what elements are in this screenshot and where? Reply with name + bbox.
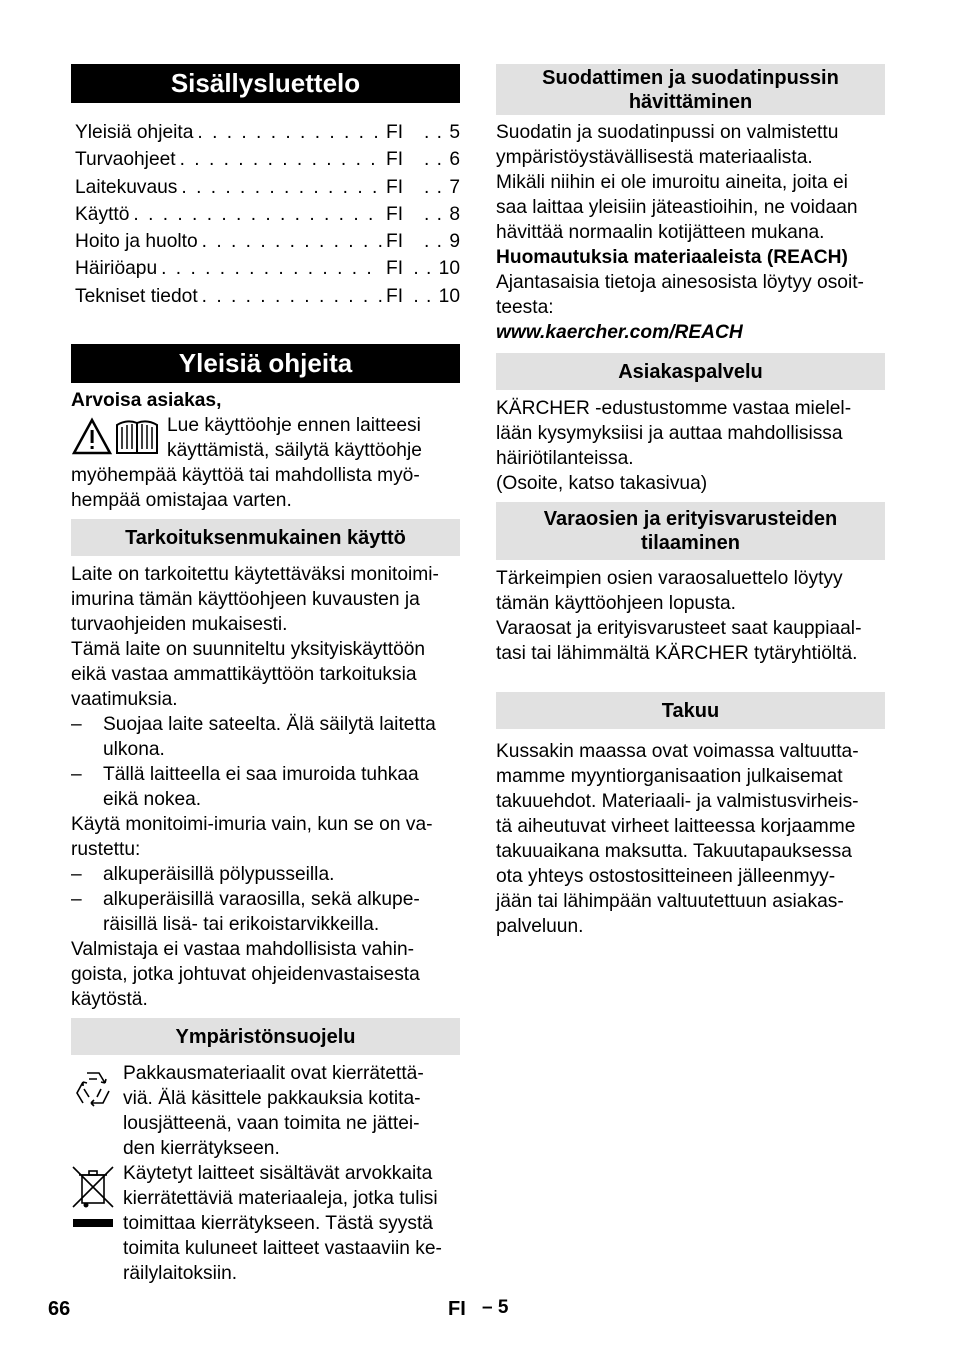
text-line: turvaohjeiden mukaisesti. (71, 614, 288, 636)
toc-lang: FI (386, 149, 404, 171)
list-item: – alkuperäisillä varaosilla, sekä alkupe- räisillä lisä- tai erikoistarvikkeilla. (71, 887, 460, 937)
text-line: mamme myyntiorganisaation julkaisemat (496, 766, 843, 787)
greeting: Arvoisa asiakas, (71, 390, 222, 412)
text-line: Mikäli niihin ei ole imuroitu aineita, joita ei (496, 172, 848, 193)
toc-row[interactable] (75, 201, 460, 228)
intended-use-heading: Tarkoituksenmukainen käyttö (71, 519, 460, 556)
open-book-icon (117, 421, 157, 453)
toc-lang: FI (386, 285, 404, 307)
text-line: toimita kuluneet laitteet vastaaviin ke- (123, 1238, 442, 1260)
text-line: teesta: (496, 297, 554, 318)
table-of-contents (75, 119, 460, 310)
parts-paragraph-2 (496, 616, 885, 666)
parts-heading: Varaosien ja erityisvarusteiden tilaaminen (496, 502, 885, 560)
toc-title: Yleisiä ohjeita (75, 122, 194, 143)
environment-paragraph-1 (123, 1061, 424, 1161)
footer-lang: FI (448, 1298, 466, 1320)
toc-page: . . 10 (410, 255, 460, 282)
text-line: goista, jotka johtuvat ohjeidenvastaisesta (71, 964, 420, 986)
list-item: – Suojaa laite sateelta. Älä säilytä laitetta ulkona. (71, 712, 460, 762)
text-line: vaatimuksia. (71, 689, 178, 711)
parts-paragraph-1 (496, 566, 885, 616)
general-heading: Yleisiä ohjeita (71, 344, 460, 383)
text-line: Käytä monitoimi-imuria vain, kun se on va- (71, 814, 433, 836)
text-line: eikä vastaa ammattikäyttöön tarkoituksia (71, 664, 417, 686)
text-line: takuuehdot. Materiaali- ja valmistusvirheis- (496, 791, 859, 812)
text-line: Varaosat ja erityisvarusteet saat kauppiaal- (496, 618, 862, 639)
toc-row[interactable] (75, 146, 460, 173)
toc-leader (197, 119, 382, 146)
toc-row[interactable] (75, 283, 460, 310)
footer-section-page: – 5 (482, 1297, 509, 1318)
intended-use-body (71, 562, 460, 1012)
disposal-body (496, 120, 885, 345)
toc-page: . . 9 (410, 228, 460, 255)
toc-lang: FI (386, 176, 404, 198)
disposal-paragraph (496, 120, 885, 245)
left-column (71, 64, 460, 1286)
toc-leader (133, 201, 382, 228)
text-line: tämän käyttöohjeen lopusta. (496, 593, 737, 614)
toc-row[interactable] (75, 228, 460, 255)
intro-text-line3: myöhempää käyttöä tai mahdollista myö- (71, 465, 420, 487)
text-line: jään tai lähimpään valtuutettuun asiakas- (496, 891, 844, 912)
text-line: rustettu: (71, 839, 141, 861)
text-line: Kussakin maassa ovat voimassa valtuutta- (496, 741, 859, 762)
service-paragraph (496, 396, 885, 496)
environment-heading: Ympäristönsuojelu (71, 1018, 460, 1055)
reach-url-link[interactable]: www.kaercher.com/REACH (496, 322, 743, 343)
text-line: Tämä laite on suunniteltu yksityiskäyttöön (71, 639, 426, 661)
text-line: käytöstä. (71, 989, 148, 1011)
toc-row[interactable] (75, 255, 460, 282)
warning-manual-icons (71, 413, 163, 461)
recycle-block (71, 1061, 460, 1161)
text-line: kierrätettäviä materiaaleja, jotka tulisi (123, 1188, 438, 1210)
toc-title: Laitekuvaus (75, 176, 178, 198)
reach-text (496, 270, 885, 320)
service-heading: Asiakaspalvelu (496, 353, 885, 390)
text-line: Tärkeimpien osien varaosaluettelo löytyy (496, 568, 843, 589)
text-line: tä aiheutuvat virheet laitteessa korjaamme (496, 816, 856, 837)
text-line: ympäristöystävällisestä materiaalista. (496, 147, 813, 168)
intro-block (71, 413, 460, 463)
toc-page: . . 7 (410, 174, 460, 201)
disposal-heading: Suodattimen ja suodatinpussin hävittäminen (496, 64, 885, 115)
text-line: imurina tämän käyttöohjeen kuvausten ja (71, 589, 420, 611)
toc-leader (161, 255, 382, 282)
warranty-heading: Takuu (496, 692, 885, 729)
intended-use-list-1 (71, 712, 460, 812)
crossed-bin-icon (71, 1165, 115, 1235)
list-item: – alkuperäisillä pölypusseilla. (71, 862, 460, 887)
toc-lang: FI (386, 203, 404, 225)
text-line: (Osoite, katso takasivua) (496, 473, 708, 494)
text-line: Laite on tarkoitettu käytettäväksi monitoimi- (71, 564, 439, 586)
toc-row[interactable] (75, 119, 460, 146)
text-line: ota yhteys ostostositteineen jälleenmyy- (496, 866, 836, 887)
toc-lang: FI (386, 231, 404, 253)
right-column (496, 64, 885, 939)
intended-use-list-2 (71, 862, 460, 937)
text-line: takuuaikana maksutta. Takuutapauksessa (496, 841, 852, 862)
toc-leader (180, 146, 382, 173)
text-line: Valmistaja ei vastaa mahdollisista vahin- (71, 939, 415, 961)
toc-lang: FI (386, 258, 404, 280)
intended-use-paragraph-3 (71, 812, 460, 862)
intro-text-top: Lue käyttöohje ennen laitteesi käyttämistä, säilytä käyttöohje (167, 415, 422, 462)
text-line: Ajantasaisia tietoja ainesosista löytyy osoit- (496, 272, 864, 293)
toc-page: . . 6 (410, 146, 460, 173)
toc-lang: FI (386, 122, 404, 143)
text-line: den kierrätykseen. (123, 1138, 280, 1160)
toc-title: Turvaohjeet (75, 149, 176, 171)
text-line: toimittaa kierrätykseen. Tästä syystä (123, 1213, 433, 1235)
toc-leader (202, 228, 382, 255)
reach-title: Huomautuksia materiaaleista (REACH) (496, 247, 848, 268)
environment-paragraph-2 (123, 1161, 442, 1286)
text-line: Suodatin ja suodatinpussi on valmistettu (496, 122, 839, 143)
text-line: saa laittaa yleisiin jäteastioihin, ne voidaan (496, 197, 858, 218)
toc-page: . . 10 (410, 283, 460, 310)
recycle-icon (71, 1067, 115, 1111)
text-line: viä. Älä käsittele pakkauksia kotita- (123, 1088, 421, 1110)
text-line: hävittää normaalin kotijätteen mukana. (496, 222, 825, 243)
toc-leader (181, 174, 382, 201)
text-line: räilylaitoksiin. (123, 1263, 238, 1285)
toc-title: Käyttö (75, 203, 130, 225)
list-item: – Tällä laitteella ei saa imuroida tuhkaa eikä nokea. (71, 762, 460, 812)
text-line: lään kysymyksiisi ja auttaa mahdollisissa (496, 423, 843, 444)
toc-title: Häiriöapu (75, 258, 158, 280)
text-line: palveluun. (496, 916, 584, 937)
toc-page: . . 8 (410, 201, 460, 228)
intended-use-paragraph-1 (71, 562, 460, 637)
toc-heading: Sisällysluettelo (71, 64, 460, 103)
text-line: Pakkausmateriaalit ovat kierrätettä- (123, 1063, 424, 1085)
page-number: 66 (48, 1298, 71, 1320)
parts-body (496, 566, 885, 666)
text-line: häiriötilanteissa. (496, 448, 634, 469)
text-line: tasi tai lähimmältä KÄRCHER tytäryhtiöltä. (496, 643, 858, 664)
warranty-paragraph (496, 739, 885, 939)
text-line: KÄRCHER -edustustomme vastaa mielel- (496, 398, 852, 419)
toc-title: Hoito ja huolto (75, 231, 198, 253)
toc-leader (202, 283, 382, 310)
toc-page: . . 5 (410, 119, 460, 146)
toc-title: Tekniset tiedot (75, 285, 198, 307)
text-line: lousjätteenä, vaan toimita ne jättei- (123, 1113, 420, 1135)
intended-use-paragraph-4 (71, 937, 460, 1012)
toc-row[interactable] (75, 174, 460, 201)
intended-use-paragraph-2 (71, 637, 460, 712)
warning-triangle-icon (71, 415, 163, 461)
intro-text-line4: hempää omistajaa varten. (71, 490, 292, 512)
weee-block (71, 1161, 460, 1286)
text-line: Käytetyt laitteet sisältävät arvokkaita (123, 1163, 433, 1185)
